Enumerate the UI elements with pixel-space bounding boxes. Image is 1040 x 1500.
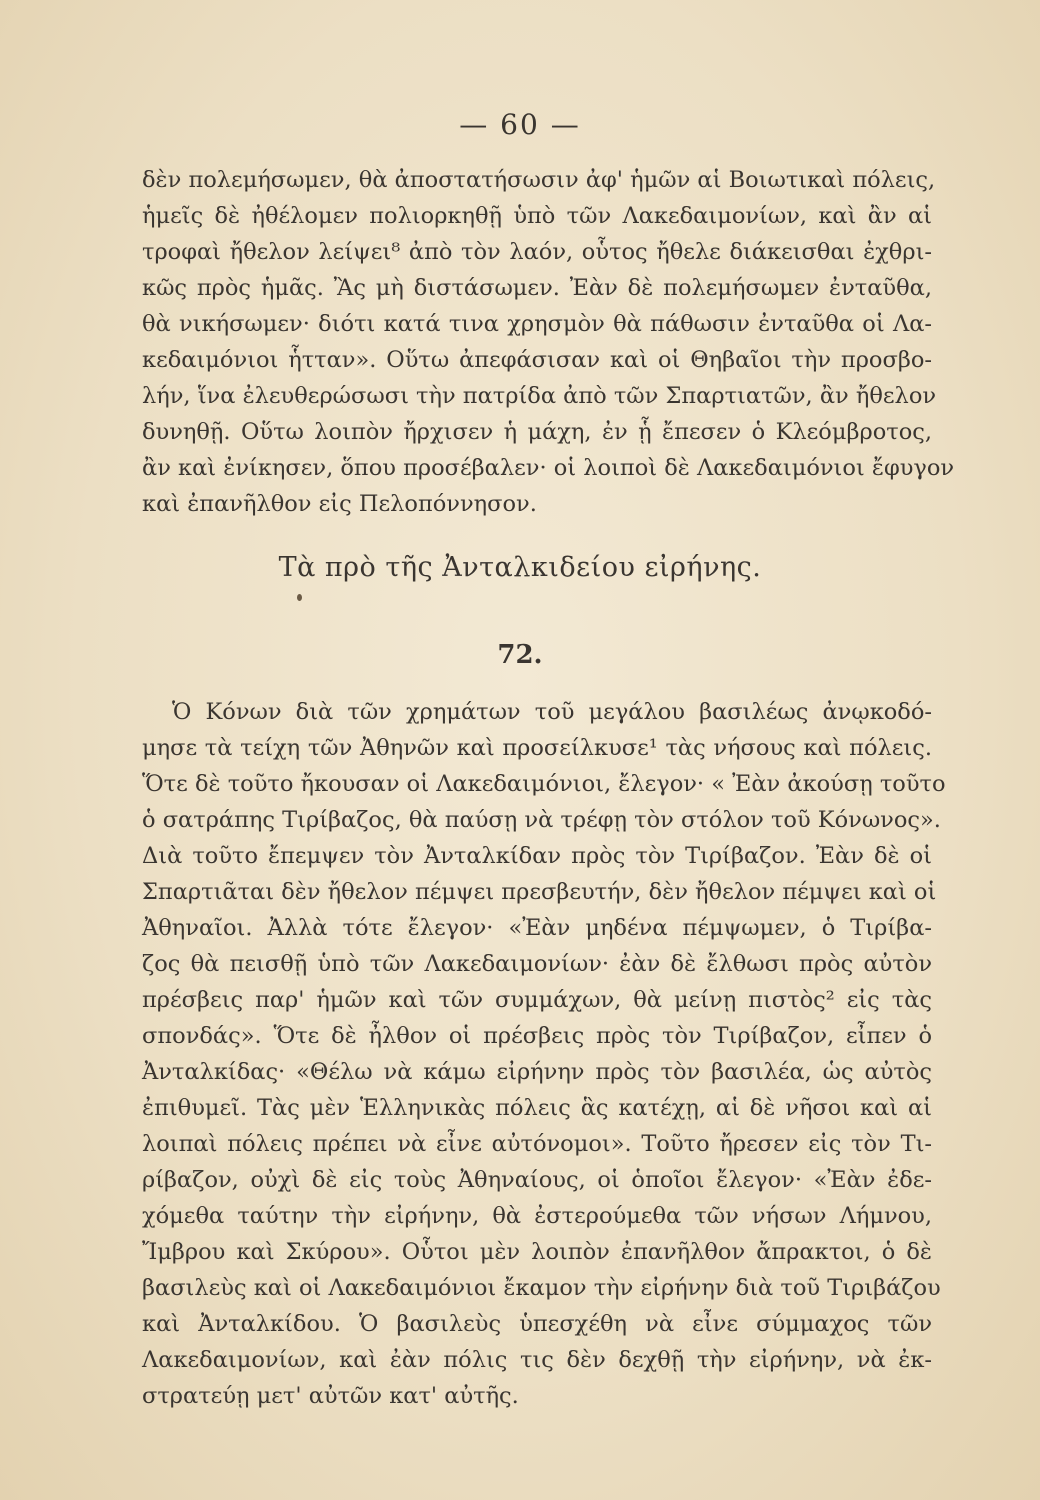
page-number: — 60 — <box>459 108 581 141</box>
text-line: λοιπαὶ πόλεις πρέπει νὰ εἶνε αὐτόνομοι». Τοῦτο ἤρεσεν εἰς τὸν Τι- <box>142 1131 932 1157</box>
text-line: ζος θὰ πεισθῇ ὑπὸ τῶν Λακεδαιμονίων· ἐὰν δὲ ἔλθωσι πρὸς αὐτὸν <box>142 951 932 977</box>
text-line: δυνηθῇ. Οὕτω λοιπὸν ἤρχισεν ἡ μάχη, ἐν ᾗ ἔπεσεν ὁ Κλεόμβροτος, <box>142 419 932 445</box>
text-line: Ὅτε δὲ τοῦτο ἤκουσαν οἱ Λακεδαιμόνιοι, ἔλεγον· « Ἐὰν ἀκούσῃ τοῦτο <box>142 771 946 797</box>
text-line: Ὁ Κόνων διὰ τῶν χρημάτων τοῦ μεγάλου βασιλέως ἀνῳκοδό- <box>172 699 932 725</box>
text-line: χόμεθα ταύτην τὴν εἰρήνην, θὰ ἐστερούμεθα τῶν νήσων Λήμνου, <box>142 1203 932 1229</box>
text-line: Διὰ τοῦτο ἔπεμψεν τὸν Ἀνταλκίδαν πρὸς τὸν Τιρίβαζον. Ἐὰν δὲ οἱ <box>142 843 932 869</box>
paragraph-2 <box>142 694 946 1414</box>
text-line: Ἀθηναῖοι. Ἀλλὰ τότε ἔλεγον· «Ἐὰν μηδένα πέμψωμεν, ὁ Τιρίβα- <box>142 915 932 941</box>
text-line: πρέσβεις παρ' ἡμῶν καὶ τῶν συμμάχων, θὰ μείνῃ πιστὸς² εἰς τὰς <box>142 987 932 1013</box>
section-title: Τὰ πρὸ τῆς Ἀνταλκιδείου εἰρήνης. <box>278 552 762 583</box>
text-line: κεδαιμόνιοι ἧτταν». Οὕτω ἀπεφάσισαν καὶ οἱ Θηβαῖοι τὴν προσβο- <box>142 347 932 373</box>
text-line: Ἀνταλκίδας· «Θέλω νὰ κάμω εἰρήνην πρὸς τὸν βασιλέα, ὡς αὐτὸς <box>142 1059 932 1085</box>
text-line: λήν, ἵνα ἐλευθερώσωσι τὴν πατρίδα ἀπὸ τῶν Σπαρτιατῶν, ἂν ἤθελον <box>142 383 937 409</box>
text-line: ὁ σατράπης Τιρίβαζος, θὰ παύσῃ νὰ τρέφῃ τὸν στόλον τοῦ Κόνωνος». <box>142 807 941 833</box>
text-line: ἂν καὶ ἐνίκησεν, ὅπου προσέβαλεν· οἱ λοιποὶ δὲ Λακεδαιμόνιοι ἔφυγον <box>142 455 955 481</box>
text-line: ἡμεῖς δὲ ἠθέλομεν πολιορκηθῇ ὑπὸ τῶν Λακεδαιμονίων, καὶ ἂν αἱ <box>142 203 932 229</box>
text-line: Ἴμβρου καὶ Σκύρου». Οὗτοι μὲν λοιπὸν ἐπανῆλθον ἄπρακτοι, ὁ δὲ <box>142 1239 932 1265</box>
ink-spot <box>297 594 302 601</box>
text-line: βασιλεὺς καὶ οἱ Λακεδαιμόνιοι ἔκαμον τὴν εἰρήνην διὰ τοῦ Τιριβάζου <box>142 1275 941 1301</box>
text-line: Λακεδαιμονίων, καὶ ἐὰν πόλις τις δὲν δεχθῇ τὴν εἰρήνην, νὰ ἐκ- <box>142 1347 932 1373</box>
text-line: Σπαρτιᾶται δὲν ἤθελον πέμψει πρεσβευτήν, δὲν ἤθελον πέμψει καὶ οἱ <box>142 879 937 905</box>
text-line: ρίβαζον, οὐχὶ δὲ εἰς τοὺς Ἀθηναίους, οἱ ὁποῖοι ἔλεγον· «Ἐὰν ἐδε- <box>142 1167 932 1193</box>
text-line: καὶ Ἀνταλκίδου. Ὁ βασιλεὺς ὑπεσχέθη νὰ εἶνε σύμμαχος τῶν <box>142 1311 932 1337</box>
text-line: θὰ νικήσωμεν· διότι κατά τινα χρησμὸν θὰ πάθωσιν ἐνταῦθα οἱ Λα- <box>142 311 932 337</box>
text-line: ἐπιθυμεῖ. Τὰς μὲν Ἑλληνικὰς πόλεις ἃς κατέχῃ, αἱ δὲ νῆσοι καὶ αἱ <box>142 1095 932 1121</box>
text-line: κῶς πρὸς ἡμᾶς. Ἂς μὴ διστάσωμεν. Ἐὰν δὲ πολεμήσωμεν ἐνταῦθα, <box>142 275 932 301</box>
section-number: 72. <box>497 640 543 670</box>
text-line: σπονδάς». Ὅτε δὲ ἦλθον οἱ πρέσβεις πρὸς τὸν Τιρίβαζον, εἶπεν ὁ <box>142 1023 932 1049</box>
text-line: δὲν πολεμήσωμεν, θὰ ἀποστατήσωσιν ἀφ' ἡμῶν αἱ Βοιωτικαὶ πόλεις, <box>142 167 936 193</box>
paragraph-1 <box>142 162 955 522</box>
text-line: τροφαὶ ἤθελον λείψει⁸ ἀπὸ τὸν λαόν, οὗτος ἤθελε διάκεισθαι ἐχθρι- <box>142 239 932 265</box>
text-line: καὶ ἐπανῆλθον εἰς Πελοπόννησον. <box>142 491 537 517</box>
text-line: στρατεύῃ μετ' αὐτῶν κατ' αὐτῆς. <box>142 1383 519 1409</box>
text-line: μησε τὰ τείχη τῶν Ἀθηνῶν καὶ προσείλκυσε¹ τὰς νήσους καὶ πόλεις. <box>142 735 932 761</box>
